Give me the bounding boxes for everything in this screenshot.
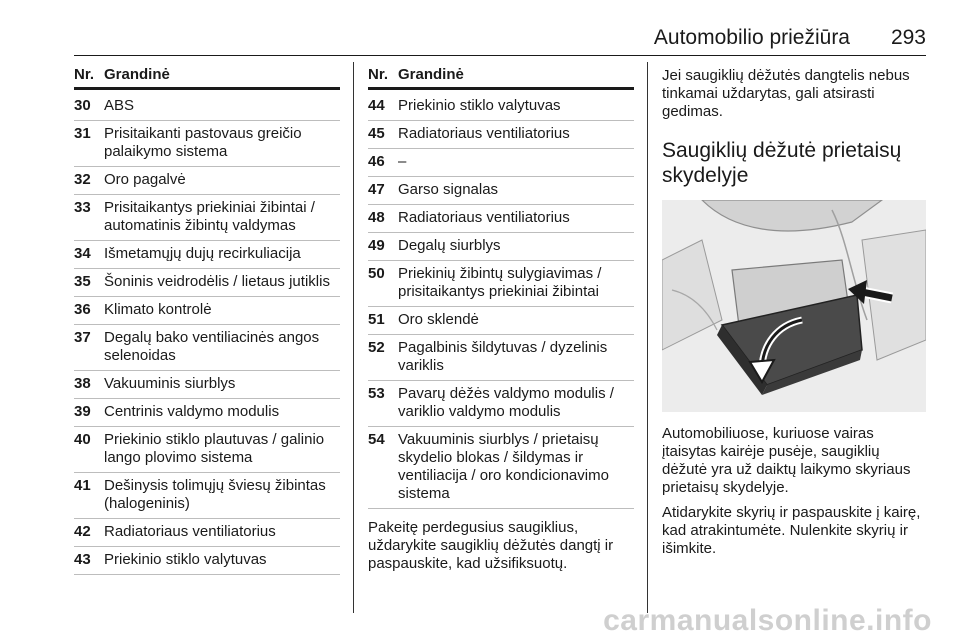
fuse-table-right xyxy=(368,62,634,573)
fuse-number: 53 xyxy=(368,385,385,402)
table-row xyxy=(74,547,340,575)
table-row xyxy=(368,233,634,261)
fuse-number: 45 xyxy=(368,125,385,142)
circuit-name: Vakuuminis siurblys xyxy=(104,375,236,392)
table-body xyxy=(368,93,634,509)
fuse-number: 38 xyxy=(74,375,91,392)
fuse-number: 41 xyxy=(74,477,91,494)
fuse-number: 47 xyxy=(368,181,385,198)
fuse-number: 37 xyxy=(74,329,91,346)
header-circuit: Grandinė xyxy=(398,66,464,83)
table-row xyxy=(74,371,340,399)
column-divider-left xyxy=(353,62,354,613)
circuit-name: Centrinis valdymo modulis xyxy=(104,403,280,420)
watermark xyxy=(0,600,960,642)
table-row xyxy=(368,427,634,509)
fuse-box-illustration xyxy=(662,200,926,412)
fuse-number: 32 xyxy=(74,171,91,188)
table-row xyxy=(368,121,634,149)
table-row xyxy=(368,381,634,427)
circuit-name: Garso signalas xyxy=(398,181,499,198)
fuse-number: 39 xyxy=(74,403,91,420)
header-circuit: Grandinė xyxy=(104,66,170,83)
circuit-name: ABS xyxy=(104,97,135,114)
header-nr: Nr. xyxy=(74,66,95,83)
fuse-number: 36 xyxy=(74,301,91,318)
circuit-name: Degalų siurblys xyxy=(398,237,501,254)
fuse-number: 50 xyxy=(368,265,385,282)
circuit-name: Oro sklendė xyxy=(398,311,479,328)
fuse-number: 44 xyxy=(368,97,385,114)
page-header xyxy=(74,22,926,52)
section-heading: Saugiklių dėžutė prietaisų skydelyje xyxy=(662,139,902,187)
circuit-name: Pagalbinis šildytuvas / dyzelinis variklis xyxy=(398,339,608,374)
column-divider-right xyxy=(647,62,648,613)
table-row xyxy=(368,205,634,233)
table-body xyxy=(74,93,340,575)
circuit-name: Priekinio stiklo valytuvas xyxy=(398,97,561,114)
table-row xyxy=(368,261,634,307)
table-row xyxy=(74,325,340,371)
fuse-number: 48 xyxy=(368,209,385,226)
location-paragraph: Automobiliuose, kuriuose vairas įtaisytas kairėje pusėje, saugiklių dėžutė yra už daiktų laikymo skyriaus prietaisų skydelyje. xyxy=(662,425,911,496)
table-row xyxy=(74,399,340,427)
fuse-number: 52 xyxy=(368,339,385,356)
table-row xyxy=(368,307,634,335)
fuse-number: 34 xyxy=(74,245,91,262)
fuse-number: 46 xyxy=(368,153,385,170)
replacement-paragraph: Pakeitę perdegusius saugiklius, uždarykite saugiklių dėžutės dangtį ir paspauskite, kad užsifiksuotų. xyxy=(368,519,614,572)
circuit-name: Išmetamųjų dujų recirkuliacija xyxy=(104,245,301,262)
intro-paragraph: Jei saugiklių dėžutės dangtelis nebus tinkamai uždarytas, gali atsirasti gedimas. xyxy=(662,67,910,120)
instruction-paragraph: Atidarykite skyrių ir paspauskite į kairę, kad atrakintumėte. Nulenkite skyrių ir išimkite. xyxy=(662,504,921,557)
fuse-number: 51 xyxy=(368,311,385,328)
fuse-number: 31 xyxy=(74,125,91,142)
text-column xyxy=(662,62,928,558)
table-row xyxy=(74,297,340,325)
table-row xyxy=(74,167,340,195)
circuit-name: Dešinysis tolimųjų šviesų žibintas (halogeninis) xyxy=(104,477,326,512)
table-row xyxy=(368,93,634,121)
fuse-table-left xyxy=(74,62,340,575)
circuit-name: Vakuuminis siurblys / prietaisų skydelio blokas / šildymas ir ventiliacija / oro kondicionavimo sistema xyxy=(398,431,609,502)
page-number: 293 xyxy=(890,26,926,49)
table-row xyxy=(74,121,340,167)
fuse-number: 40 xyxy=(74,431,91,448)
table-row xyxy=(74,241,340,269)
table-header xyxy=(74,62,340,90)
circuit-name: Degalų bako ventiliacinės angos selenoidas xyxy=(104,329,320,364)
table-row xyxy=(368,149,634,177)
table-row xyxy=(74,427,340,473)
circuit-name: Klimato kontrolė xyxy=(104,301,212,318)
circuit-name: – xyxy=(398,153,407,170)
section-title: Automobilio priežiūra xyxy=(653,26,850,49)
table-row xyxy=(74,473,340,519)
circuit-name: Radiatoriaus ventiliatorius xyxy=(104,523,276,540)
circuit-name: Šoninis veidrodėlis / lietaus jutiklis xyxy=(104,273,330,290)
circuit-name: Priekinių žibintų sulygiavimas / prisitaikantys priekiniai žibintai xyxy=(398,265,602,300)
table-row xyxy=(74,93,340,121)
circuit-name: Priekinio stiklo valytuvas xyxy=(104,551,267,568)
circuit-name: Radiatoriaus ventiliatorius xyxy=(398,209,570,226)
circuit-name: Pavarų dėžės valdymo modulis / variklio valdymo modulis xyxy=(398,385,614,420)
fuse-number: 35 xyxy=(74,273,91,290)
header-rule xyxy=(74,55,926,56)
glovebox-drawing xyxy=(662,200,926,412)
fuse-number: 30 xyxy=(74,97,91,114)
fuse-number: 43 xyxy=(74,551,91,568)
table-row xyxy=(74,195,340,241)
circuit-name: Oro pagalvė xyxy=(104,171,186,188)
circuit-name: Priekinio stiklo plautuvas / galinio lango plovimo sistema xyxy=(104,431,325,466)
watermark-text: carmanualsonline.info xyxy=(603,604,932,637)
circuit-name: Prisitaikanti pastovaus greičio palaikymo sistema xyxy=(104,125,302,160)
table-header xyxy=(368,62,634,90)
table-row xyxy=(74,519,340,547)
fuse-number: 42 xyxy=(74,523,91,540)
table-row xyxy=(74,269,340,297)
circuit-name: Radiatoriaus ventiliatorius xyxy=(398,125,570,142)
fuse-number: 33 xyxy=(74,199,91,216)
table-row xyxy=(368,177,634,205)
fuse-number: 49 xyxy=(368,237,385,254)
fuse-number: 54 xyxy=(368,431,385,448)
header-nr: Nr. xyxy=(368,66,389,83)
circuit-name: Prisitaikantys priekiniai žibintai / automatinis žibintų valdymas xyxy=(104,199,315,234)
table-row xyxy=(368,335,634,381)
